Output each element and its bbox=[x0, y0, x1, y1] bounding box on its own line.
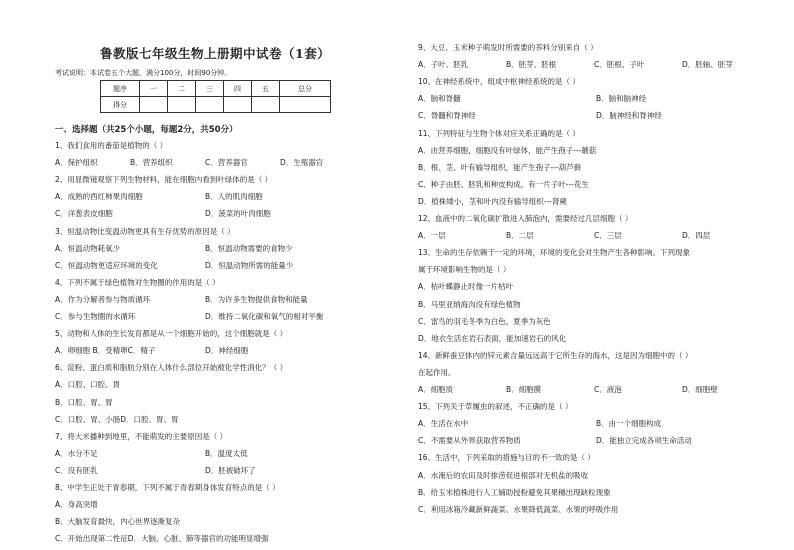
answer-option: B．胚芽、胚根 bbox=[506, 60, 557, 70]
score-cell bbox=[280, 97, 331, 113]
question-stem: 6、淀粉、蛋白质和脂肪分别在人体什么部位开始被化学性消化？（ ） bbox=[55, 363, 288, 373]
answer-option: B．营养组织 bbox=[130, 158, 173, 168]
question-stem: 11、下列特征与生物个体对应关系正确的是（ ） bbox=[418, 128, 580, 138]
answer-option: A．身高突增 bbox=[55, 500, 98, 510]
score-table bbox=[100, 80, 331, 113]
answer-option: B．温度太低 bbox=[205, 448, 248, 458]
question-stem-cont: 在起作用。 bbox=[418, 367, 456, 377]
question-stem: 10、在神经系统中，组成中枢神经系统的是（ ） bbox=[418, 77, 580, 87]
answer-option: A．作为分解者参与物质循环 bbox=[55, 294, 151, 304]
section-heading: 一、选择题（共25个小题，每题2分，共50分） bbox=[55, 125, 238, 135]
answer-option: C．不需要从外界获取营养物质 bbox=[418, 436, 521, 446]
score-header-cell: 题序 bbox=[101, 81, 140, 97]
answer-option: B．口腔、胃、胃 bbox=[55, 397, 113, 407]
question-stem: 3、恒温动物比变温动物更具有生存优势的原因是（ ） bbox=[55, 226, 235, 236]
answer-option: B．细胞膜 bbox=[506, 385, 542, 394]
score-row-label: 得分 bbox=[101, 97, 140, 113]
answer-option: C．液泡 bbox=[594, 385, 622, 394]
answer-option: D．神经细胞 bbox=[205, 346, 249, 356]
answer-option: A．水分不足 bbox=[55, 448, 98, 458]
answer-option: C．脊髓和脊神经 bbox=[418, 111, 476, 121]
question-stem: 1、我们食用的番茄是植物的（ ） bbox=[55, 141, 168, 150]
answer-option: D．四层 bbox=[682, 231, 711, 241]
question-stem: 14、新鲜蚕豆体内的锌元素含量远远高于它所生存的海水，这是因为细胞中的（ ） bbox=[418, 350, 693, 360]
score-table-score-row bbox=[101, 97, 331, 113]
answer-option: B．脑和脑神经 bbox=[596, 94, 647, 104]
answer-option: C．口腔、胃、小肠D．口腔、胃、胃 bbox=[55, 414, 179, 424]
question-stem: 15、下列关于草履虫的叙述，不正确的是（ ） bbox=[418, 402, 573, 412]
question-stem: 8、中学生正处于青春期，下列不属于青春期身体发育特点的是（ ） bbox=[55, 483, 280, 492]
answer-option: B．二层 bbox=[506, 231, 534, 241]
answer-option: D．脑神经和脊神经 bbox=[596, 111, 662, 121]
answer-option: B．恒温动物需要的食物少 bbox=[205, 243, 293, 253]
score-cell bbox=[196, 97, 224, 113]
answer-option: A．由营养细胞，细胞没有叶绿体，能产生孢子---蘑菇 bbox=[418, 145, 597, 155]
question-stem: 5、动物和人体的生长发育都是从一个细胞开始的，这个细胞就是（ ） bbox=[55, 329, 288, 339]
answer-option: B．为许多生物提供食物和能量 bbox=[205, 294, 308, 304]
score-header-cell: 一 bbox=[140, 81, 168, 97]
answer-option: D．菠菜的叶肉细胞 bbox=[205, 209, 271, 219]
answer-option: B．根、茎、叶有输导组织，能产生孢子---葫芦藓 bbox=[418, 162, 582, 172]
question-stem: 2、用显微镜观察下列生物材料，能在细胞内看到叶绿体的是（ ） bbox=[55, 175, 273, 185]
answer-option: A．子叶、胚乳 bbox=[418, 60, 469, 70]
answer-option: D．植株矮小，茎和叶内没有输导组织---肾蕨 bbox=[418, 196, 567, 206]
answer-option: C．利用冰箱冷藏新鲜蔬菜、水果降低蔬菜、水果的呼吸作用 bbox=[418, 504, 619, 514]
answer-option: A．恒温动物耗氧少 bbox=[55, 243, 121, 253]
question-stem: 9、大豆、玉米种子萌发时所需要的养料分别来自（ ） bbox=[418, 43, 598, 52]
answer-option: D．能独立完成各项生命活动 bbox=[596, 436, 692, 446]
question-stem: 7、将大米播种到地里，不能萌发的主要原因是（ ） bbox=[55, 431, 228, 441]
score-cell bbox=[224, 97, 252, 113]
answer-option: A．一层 bbox=[418, 231, 446, 241]
answer-option: C．参与生物圈的水循环 bbox=[55, 312, 136, 321]
answer-option: A．水淹后的农田及时排涝促进根部对无机盐的吸收 bbox=[418, 470, 589, 480]
answer-option: C．种子由胚、胚乳和种皮构成，有一片子叶---花生 bbox=[418, 179, 589, 189]
answer-option: D．维持二氧化碳和氧气的相对平衡 bbox=[205, 312, 324, 321]
answer-option: D．胚轴、胚芽 bbox=[682, 60, 733, 70]
answer-option: B．人的肌肉细胞 bbox=[205, 192, 263, 202]
question-stem: 16、生活中，下列采取的措施与目的不一致的是（ ） bbox=[418, 453, 595, 463]
answer-option: C．胚根、子叶 bbox=[594, 60, 645, 70]
answer-option: A．细胞质 bbox=[418, 385, 454, 394]
score-header-cell: 三 bbox=[196, 81, 224, 97]
answer-option: B．由一个细胞构成 bbox=[596, 419, 662, 429]
answer-option: A．口腔、口腔、胃 bbox=[55, 380, 121, 390]
answer-option: C．洋葱表皮细胞 bbox=[55, 209, 113, 219]
answer-option: A．生活在水中 bbox=[418, 419, 469, 429]
question-stem: 4、下列不属于绿色植物对生物圈的作用的是（ ） bbox=[55, 277, 220, 287]
answer-option: C．恒温动物更适应环境的变化 bbox=[55, 260, 158, 270]
answer-option: D．细胞壁 bbox=[682, 385, 718, 394]
answer-option: D．生殖器官 bbox=[280, 158, 324, 168]
page-title: 鲁教版七年级生物上册期中试卷（1套） bbox=[100, 46, 331, 61]
answer-option: A．脑和脊髓 bbox=[418, 94, 461, 104]
answer-option: A．枯叶蝶静止时像一片枯叶 bbox=[418, 282, 514, 292]
answer-option: C．开始出现第二性征D．大脑、心脏、肺等器官的功能明显增强 bbox=[55, 534, 269, 544]
score-cell bbox=[252, 97, 280, 113]
answer-option: C．雷鸟的羽毛冬季为白色，夏季为灰色 bbox=[418, 316, 551, 326]
answer-option: D．地衣生活在岩石表面，能加速岩石的风化 bbox=[418, 333, 567, 343]
answer-option: B．马里亚纳海沟没有绿色植物 bbox=[418, 299, 521, 309]
answer-option: D．恒温动物所需的能量少 bbox=[205, 260, 294, 270]
score-cell bbox=[168, 97, 196, 113]
answer-option: C．营养器官 bbox=[205, 158, 248, 168]
score-header-cell: 五 bbox=[252, 81, 280, 97]
question-stem: 12、血液中的二氧化碳扩散进入肺泡内，需要经过几层细胞（ ） bbox=[418, 214, 633, 223]
answer-option: C．三层 bbox=[594, 231, 622, 241]
score-cell bbox=[140, 97, 168, 113]
exam-note: 考试说明：本试卷五个大题，满分100分，时间90分钟。 bbox=[55, 69, 232, 77]
score-header-cell: 总分 bbox=[280, 81, 331, 97]
answer-option: A．成熟的西红柿果肉细胞 bbox=[55, 192, 143, 202]
answer-option: A．卵细胞 B．受精卵C．精子 bbox=[55, 346, 156, 356]
answer-option: A．保护组织 bbox=[55, 158, 98, 168]
score-header-cell: 四 bbox=[224, 81, 252, 97]
answer-option: B．给玉米植株进行人工辅助授粉避免其果穗出现缺粒现象 bbox=[418, 487, 611, 497]
score-header-cell: 二 bbox=[168, 81, 196, 97]
answer-option: B．大脑发育最快，内心世界逐渐复杂 bbox=[55, 517, 181, 527]
score-table-header-row bbox=[101, 81, 331, 97]
question-stem: 13、生命的生存依赖于一定的环境，环境的变化会对生物产生各种影响。下列现象 bbox=[418, 248, 691, 258]
answer-option: D．胚被破坏了 bbox=[205, 465, 256, 475]
question-stem-cont: 属于环境影响生物的是（ ） bbox=[418, 265, 511, 275]
answer-option: C．没有胚乳 bbox=[55, 465, 98, 475]
